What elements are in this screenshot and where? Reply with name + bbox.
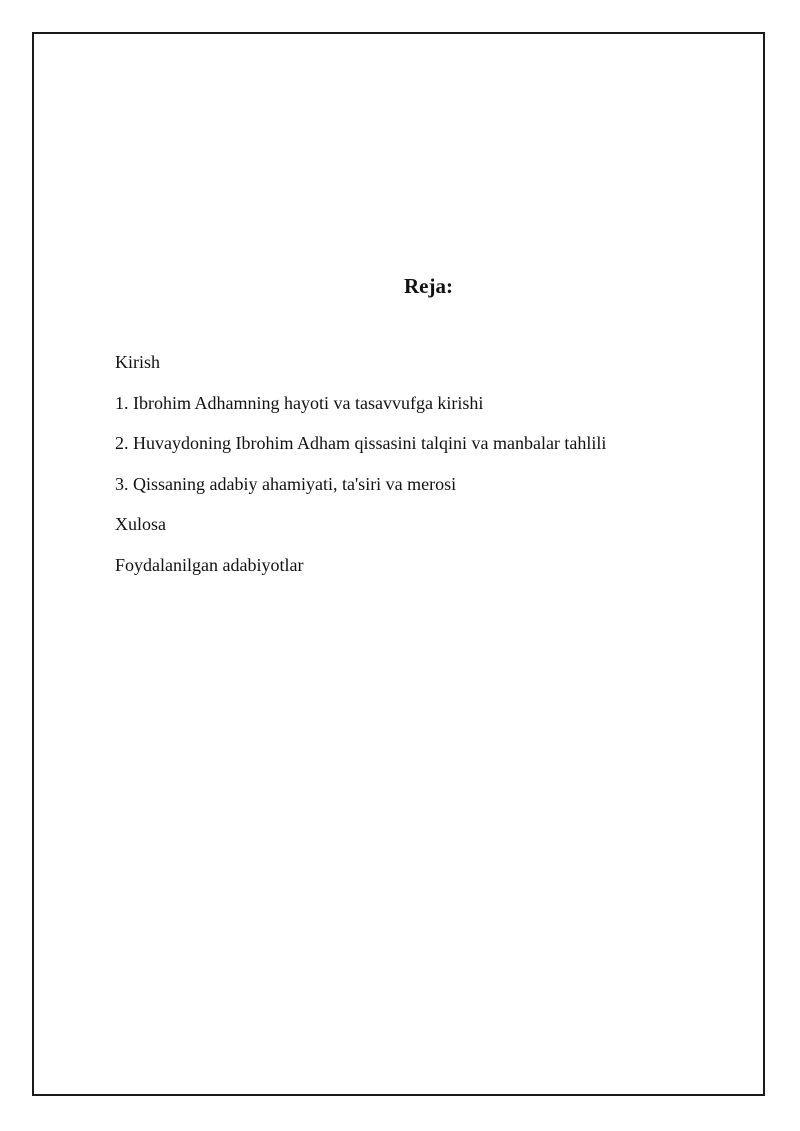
plan-item-references: Foydalanilgan adabiyotlar [115,554,304,575]
page-title: Reja: [404,274,453,298]
plan-item-1: 1. Ibrohim Adhamning hayoti va tasavvufga kirishi [115,392,484,413]
plan-item-2: 2. Huvaydoning Ibrohim Adham qissasini talqini va manbalar tahlili [115,433,607,453]
plan-item-introduction: Kirish [115,352,160,372]
plan-list [115,351,606,594]
plan-item-3: 3. Qissaning adabiy ahamiyati, ta'siri va merosi [115,473,457,494]
plan-item-conclusion: Xulosa [115,514,166,534]
